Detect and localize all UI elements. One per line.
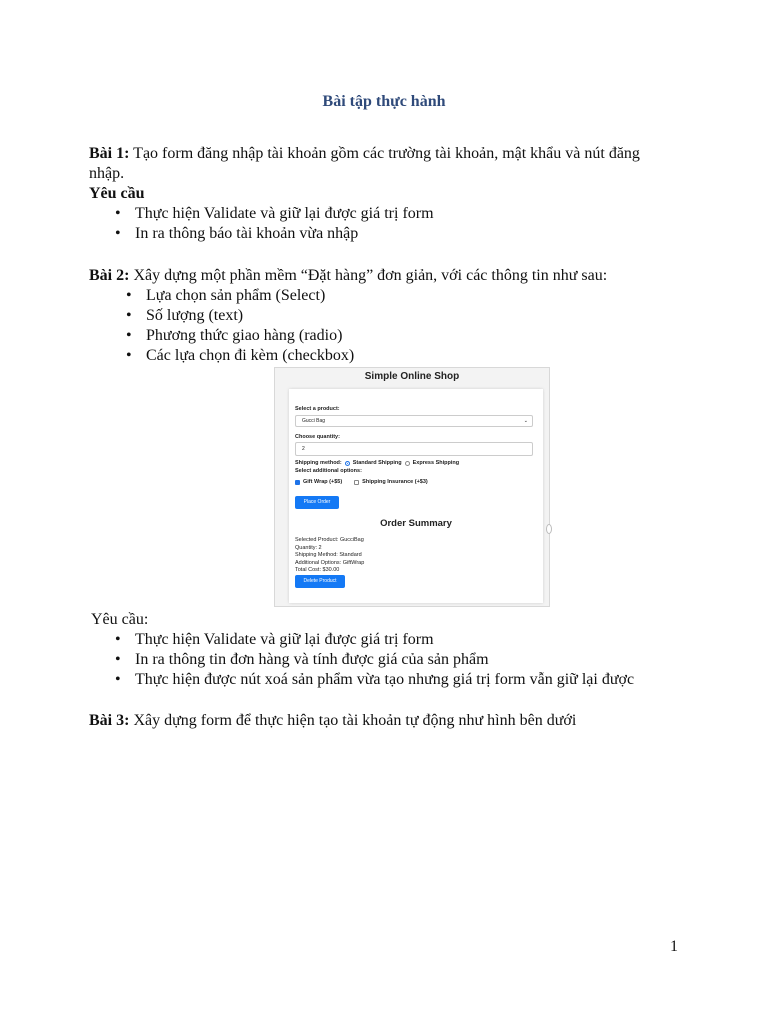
summary-line: Quantity: 2 — [295, 544, 322, 551]
option-gift-label: Gift Wrap (+$5) — [303, 479, 343, 485]
option-insurance-label: Shipping Insurance (+$3) — [362, 479, 428, 485]
shop-form-card — [289, 389, 543, 603]
exercise-2-paragraph — [89, 266, 679, 286]
exercise-1-requirements-list — [89, 204, 679, 244]
shop-screenshot — [274, 367, 550, 607]
exercise-2-requirements-list — [135, 630, 695, 690]
shipping-express-label: Express Shipping — [412, 460, 460, 466]
shop-title: Simple Online Shop — [364, 371, 460, 382]
list-item: • Thực hiện Validate và giữ lại được giá trị form — [135, 204, 679, 224]
list-item: • Thực hiện được nút xoá sản phẩm vừa tạo nhưng giá trị form vẫn giữ lại được — [135, 670, 695, 690]
exercise-1-paragraph — [89, 144, 679, 184]
delete-product-button: Delete Product — [295, 575, 345, 588]
page-number: 1 — [670, 938, 678, 955]
exercise-2-text: Xây dựng một phần mềm “Đặt hàng” đơn giản, với các thông tin như sau: — [129, 267, 608, 284]
radio-express-icon — [405, 461, 410, 466]
exercise-2-fields-list — [89, 286, 679, 366]
exercise-2 — [89, 266, 679, 366]
exercise-3 — [89, 711, 679, 731]
exercise-2-heading: Bài 2: — [89, 267, 130, 284]
exercise-3-text: Xây dựng form để thực hiện tạo tài khoản tự động như hình bên dưới — [129, 712, 577, 729]
order-summary-title: Order Summary — [380, 518, 452, 529]
shipping-label: Shipping method: — [295, 460, 342, 466]
product-select-value: Gucci Bag — [302, 418, 326, 424]
product-select — [295, 415, 533, 427]
list-item: • In ra thông tin đơn hàng và tính được giá của sản phẩm — [135, 650, 695, 670]
document-title: Bài tập thực hành — [322, 93, 446, 110]
exercise-2-requirements-label: Yêu cầu: — [91, 611, 149, 628]
list-item: • Lựa chọn sản phẩm (Select) — [146, 286, 679, 306]
exercise-1 — [89, 144, 679, 244]
quantity-field: 2 — [295, 442, 533, 456]
radio-standard-icon — [345, 461, 350, 466]
list-item: • Phương thức giao hàng (radio) — [146, 326, 679, 346]
list-item: • Thực hiện Validate và giữ lại được giá trị form — [135, 630, 695, 650]
select-product-label: Select a product: — [295, 406, 340, 412]
exercise-1-text: Tạo form đăng nhập tài khoản gồm các trường tài khoản, mật khẩu và nút đăng nhập. — [89, 145, 640, 182]
shipping-standard-label: Standard Shipping — [352, 460, 402, 466]
checkbox-insurance-icon — [354, 480, 359, 485]
exercise-1-heading: Bài 1: — [89, 145, 130, 162]
shipping-row — [295, 460, 459, 466]
exercise-1-requirements-label: Yêu cầu — [89, 185, 145, 202]
list-item: • Các lựa chọn đi kèm (checkbox) — [146, 346, 679, 366]
summary-line: Additional Options: GiftWrap — [295, 559, 365, 566]
scroll-handle-icon — [546, 524, 552, 534]
summary-line: Selected Product: GucciBag — [295, 537, 364, 543]
summary-line: Shipping Method: Standard — [295, 552, 362, 558]
checkbox-gift-icon — [295, 480, 300, 485]
place-order-button: Place Order — [295, 496, 339, 509]
exercise-3-paragraph — [89, 711, 679, 731]
list-item: • Số lượng (text) — [146, 306, 679, 326]
exercise-3-heading: Bài 3: — [89, 712, 130, 729]
quantity-label: Choose quantity: — [295, 434, 340, 440]
options-row — [295, 479, 428, 485]
chevron-down-icon: ⌄ — [523, 418, 528, 424]
summary-line: Total Cost: $30.00 — [295, 567, 340, 573]
list-item: • In ra thông báo tài khoản vừa nhập — [135, 224, 679, 244]
options-label: Select additional options: — [295, 468, 362, 474]
